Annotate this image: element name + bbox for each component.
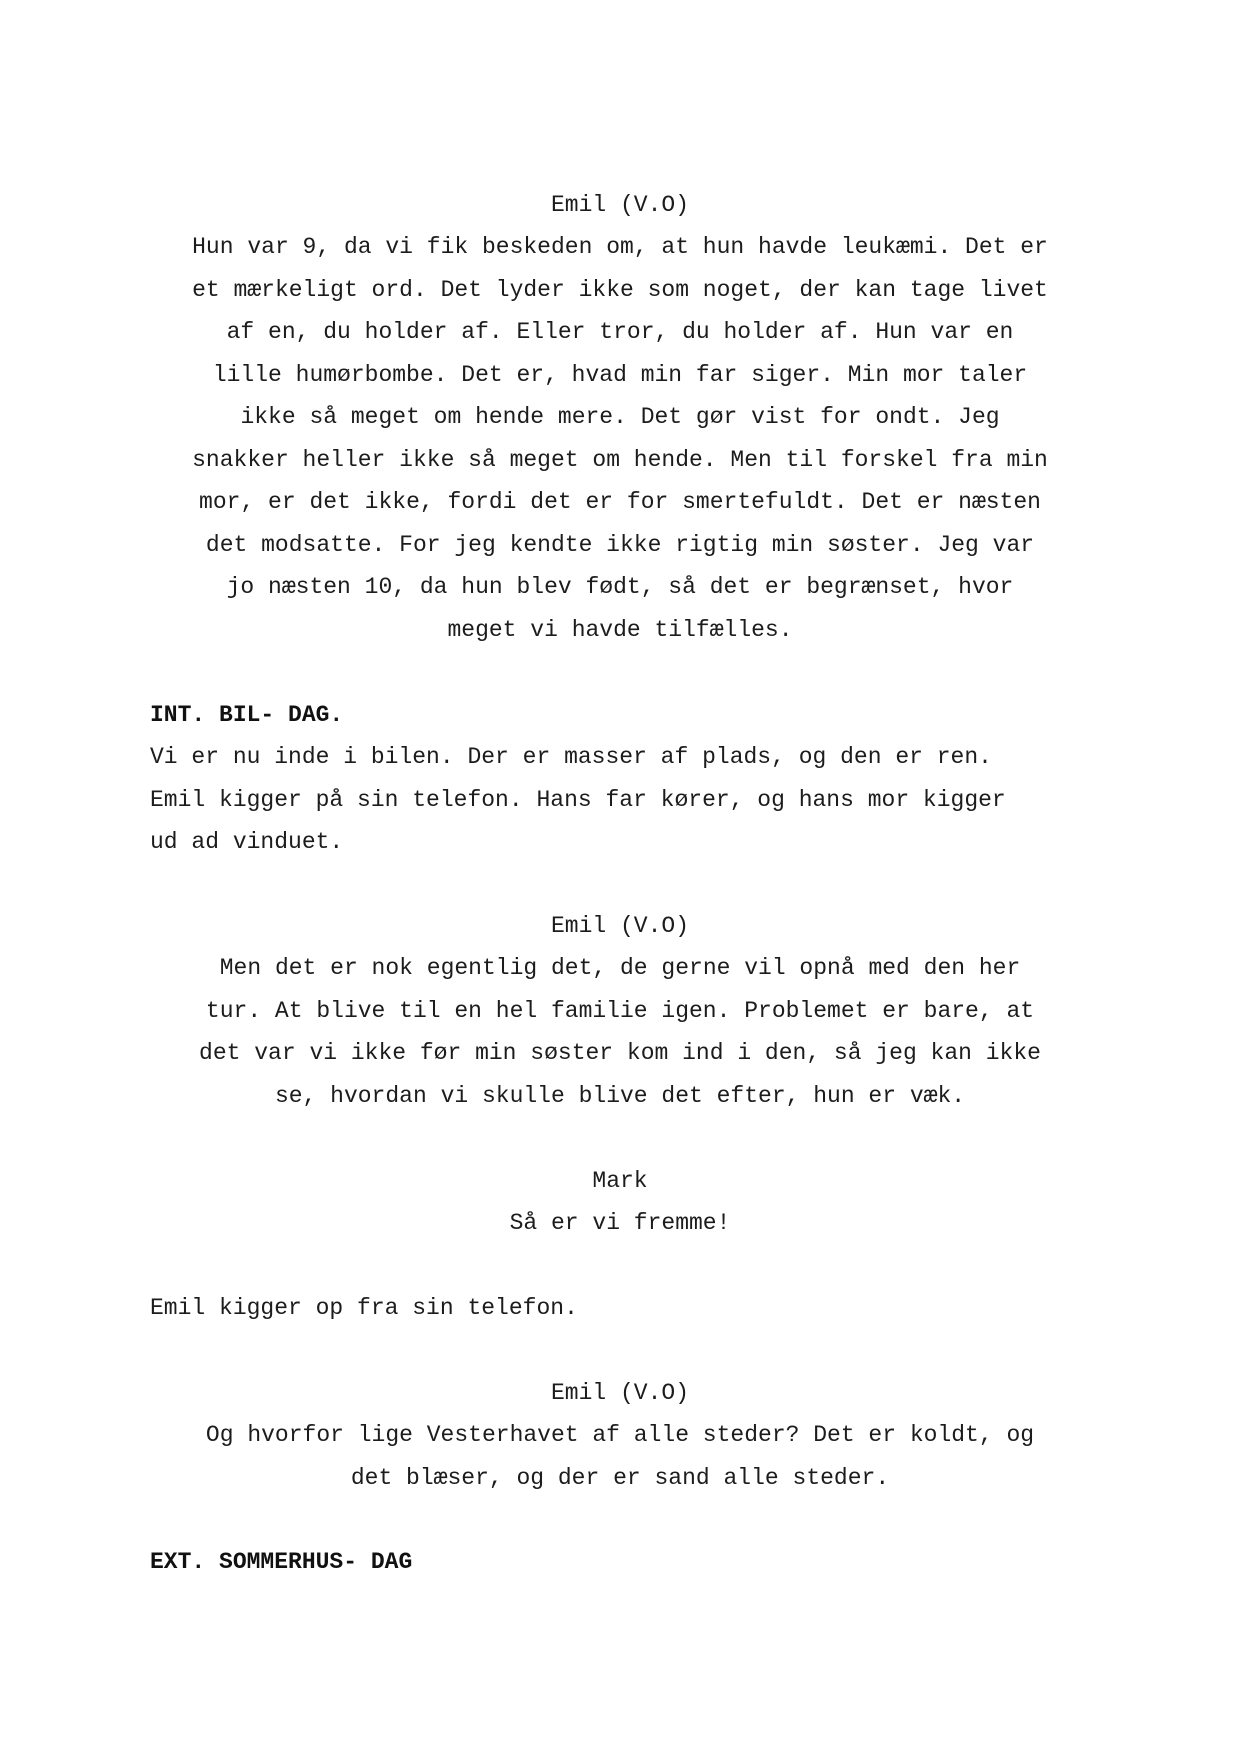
dialogue-line: lille humørbombe. Det er, hvad min far siger. Min mor taler — [212, 361, 1028, 388]
character-name: Emil (V.O) — [550, 192, 690, 218]
dialogue-line: Men det er nok egentlig det, de gerne vil opnå med den her — [219, 955, 1021, 981]
character-cue — [150, 184, 1090, 227]
dialogue-line: ikke så meget om hende mere. Det gør vist for ondt. Jeg — [240, 404, 1000, 430]
scene-heading-text: INT. BIL- DAG. — [150, 702, 344, 728]
character-cue — [150, 905, 1090, 948]
character-name: Mark — [592, 1168, 648, 1194]
action-line: Emil kigger på sin telefon. Hans far kører, og hans mor kigger — [150, 786, 1006, 813]
dialogue-line: se, hvordan vi skulle blive det efter, hun er væk. — [274, 1082, 966, 1109]
dialogue-line: Så er vi fremme! — [509, 1210, 731, 1236]
character-name: Emil (V.O) — [550, 913, 690, 939]
action-block — [150, 1287, 1090, 1330]
dialogue-line: det blæser, og der er sand alle steder. — [350, 1464, 890, 1491]
character-cue — [150, 1372, 1090, 1415]
character-cue — [150, 1160, 1090, 1203]
scene-heading-text: EXT. SOMMERHUS- DAG — [150, 1549, 413, 1575]
scene-heading — [150, 1541, 1090, 1584]
action-line: ud ad vinduet. — [150, 829, 344, 855]
dialogue-line: jo næsten 10, da hun blev født, så det er begrænset, hvor — [226, 574, 1014, 600]
dialogue-line: det var vi ikke før min søster kom ind i den, så jeg kan ikke — [199, 1040, 1041, 1066]
dialogue-line: af en, du holder af. Eller tror, du holder af. Hun var en — [226, 319, 1014, 345]
action-line: Emil kigger op fra sin telefon. — [150, 1295, 578, 1321]
dialogue-line: snakker heller ikke så meget om hende. Men til forskel fra min — [192, 446, 1048, 473]
dialogue-block — [150, 1414, 1090, 1499]
action-line: Vi er nu inde i bilen. Der er masser af plads, og den er ren. — [150, 744, 992, 770]
dialogue-line: det modsatte. For jeg kendte ikke rigtig min søster. Jeg var — [205, 531, 1035, 558]
dialogue-line: et mærkeligt ord. Det lyder ikke som noget, der kan tage livet — [192, 276, 1048, 303]
action-block — [150, 736, 1090, 864]
dialogue-line: mor, er det ikke, fordi det er for smertefuldt. Det er næsten — [199, 489, 1041, 515]
dialogue-block — [150, 226, 1090, 651]
dialogue-block — [150, 947, 1090, 1117]
dialogue-line: tur. At blive til en hel familie igen. Problemet er bare, at — [205, 997, 1035, 1024]
dialogue-line: meget vi havde tilfælles. — [447, 616, 793, 643]
dialogue-line: Og hvorfor lige Vesterhavet af alle steder? Det er koldt, og — [205, 1422, 1035, 1448]
scene-heading — [150, 694, 1090, 737]
dialogue-block — [150, 1202, 1090, 1245]
character-name: Emil (V.O) — [550, 1380, 690, 1406]
dialogue-line: Hun var 9, da vi fik beskeden om, at hun havde leukæmi. Det er — [192, 234, 1048, 260]
